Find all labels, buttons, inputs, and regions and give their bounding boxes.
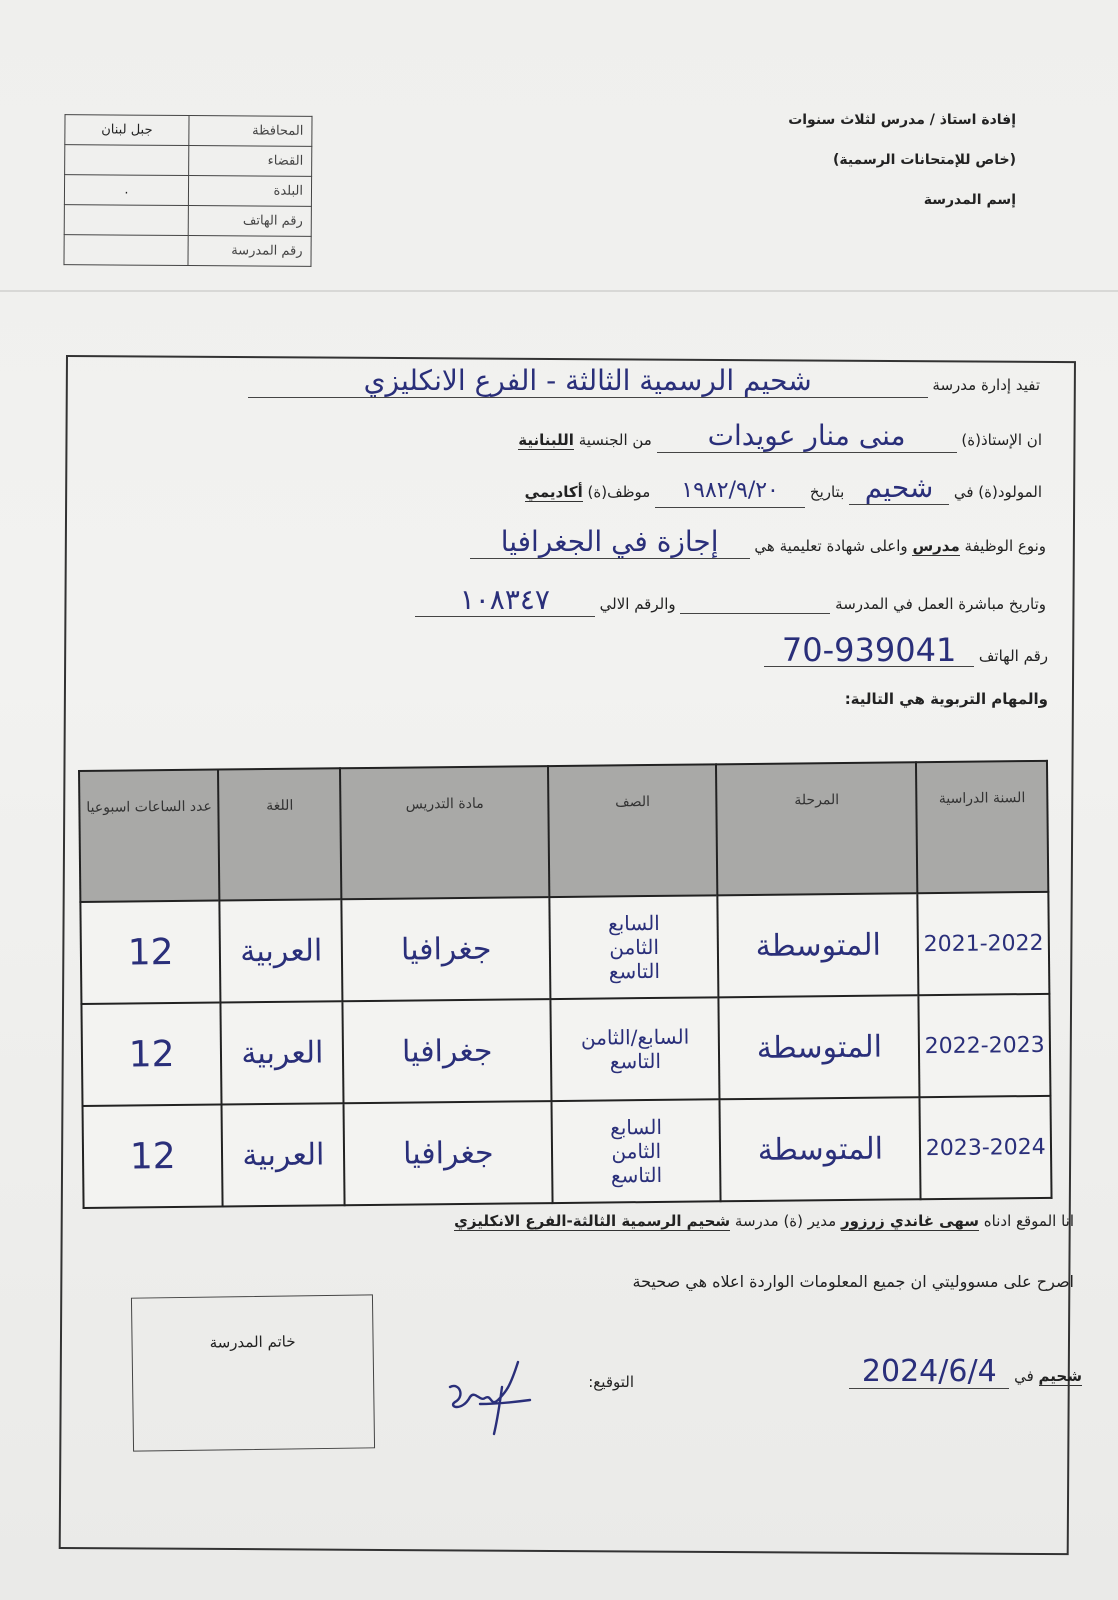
hours-handwritten: 12: [128, 1033, 175, 1075]
job-value: مدرس: [912, 537, 960, 555]
info-value: جبل لبنان: [65, 115, 189, 146]
class-handwritten: التاسع: [608, 958, 661, 984]
document-title: إفادة استاذ / مدرس لثلاث سنوات: [788, 112, 1016, 128]
year-handwritten: 2023-2024: [925, 1134, 1046, 1161]
school-handwritten: شحيم الرسمية الثالثة - الفرع الانكليزي: [363, 364, 812, 397]
cell-subject: [344, 1101, 553, 1205]
info-value: [64, 235, 188, 266]
table-row: [83, 1096, 1052, 1208]
col-header-hours: عدد الساعات اسبوعيا: [79, 770, 220, 902]
info-row: [64, 205, 311, 237]
col-header-language: اللغة: [218, 768, 341, 900]
col-header-class: الصف: [548, 764, 718, 897]
footer-place: شحيم: [1038, 1367, 1082, 1385]
cell-class: [551, 997, 720, 1101]
duties-heading: والمهام التربوية هي التالية:: [844, 690, 1048, 708]
auto-number-handwritten: ١٠٨٣٤٧: [459, 583, 550, 616]
stage-handwritten: المتوسطة: [757, 1131, 884, 1168]
info-label: رقم الهاتف: [188, 206, 311, 237]
cell-stage: [718, 893, 919, 997]
director-signature: [440, 1352, 540, 1442]
teacher-name-handwritten: منى منار عويدات: [707, 419, 906, 452]
start-line: [415, 584, 1046, 617]
phone-label: رقم الهاتف: [978, 647, 1048, 665]
teacher-line: [518, 420, 1042, 453]
cell-language: [222, 1103, 345, 1206]
cert-handwritten: إجازة في الجغرافيا: [500, 525, 719, 558]
language-handwritten: العربية: [240, 932, 323, 969]
info-label: رقم المدرسة: [188, 236, 311, 267]
teacher-label: ان الإستاذ(ة): [961, 431, 1042, 449]
job-label: ونوع الوظيفة: [964, 537, 1046, 555]
declaration-line: [454, 1212, 1074, 1231]
class-handwritten: الثامن: [611, 1138, 662, 1164]
declaration-statement: اصرح على مسووليتي ان جميع المعلومات الواردة اعلاه هي صحيحة: [632, 1272, 1074, 1291]
info-value: [64, 205, 188, 236]
cell-language: [221, 1001, 344, 1104]
info-row: [65, 115, 312, 147]
subject-handwritten: جغرافيا: [400, 931, 492, 968]
table-row: [81, 994, 1050, 1106]
info-value: .: [64, 175, 188, 206]
language-handwritten: العربية: [242, 1136, 325, 1173]
start-label: وتاريخ مباشرة العمل في المدرسة: [835, 595, 1046, 613]
footer-date-handwritten: 2024/6/4: [861, 1354, 997, 1389]
location-info-table: [63, 114, 312, 267]
cell-stage: [719, 995, 920, 1099]
stage-handwritten: المتوسطة: [756, 1029, 883, 1066]
year-handwritten: 2022-2023: [924, 1032, 1045, 1059]
phone-line: [764, 631, 1048, 669]
hours-handwritten: 12: [129, 1135, 176, 1177]
info-label: البلدة: [188, 176, 311, 207]
place-date-line: [849, 1356, 1082, 1389]
cell-language: [220, 899, 343, 1002]
birth-date-handwritten: ١٩٨٢/٩/٢٠: [681, 478, 779, 503]
info-row: [64, 235, 311, 267]
school-line: [248, 365, 1040, 398]
class-handwritten: السابع: [610, 1114, 663, 1140]
cell-subject: [342, 897, 551, 1001]
nationality-label: من الجنسية: [578, 431, 652, 449]
school-stamp-box: [131, 1294, 375, 1451]
signature-label: التوقيع:: [588, 1373, 634, 1391]
table-header-row: [79, 761, 1048, 902]
col-header-subject: مادة التدريس: [340, 766, 549, 899]
cell-year: [920, 1096, 1052, 1199]
class-handwritten: التاسع: [609, 1048, 662, 1074]
stamp-label: خاتم المدرسة: [209, 1332, 296, 1352]
cell-stage: [720, 1097, 921, 1201]
employee-value: أكاديمي: [524, 483, 583, 501]
auto-number-label: والرقم الالي: [599, 595, 676, 613]
declaration-school: شحيم الرسمية الثالثة-الفرع الانكليزي: [454, 1212, 731, 1230]
school-name-label: إسم المدرسة: [923, 192, 1016, 208]
class-handwritten: الثامن: [609, 934, 660, 960]
cell-class: [550, 895, 719, 999]
duties-line: [845, 690, 1048, 708]
date-label: بتاريخ: [809, 483, 845, 501]
cell-hours: [83, 1105, 223, 1208]
table-row: [80, 892, 1049, 1004]
class-handwritten: التاسع: [610, 1162, 663, 1188]
hours-handwritten: 12: [127, 931, 174, 973]
document-subtitle: (خاص للإمتحانات الرسمية): [832, 152, 1016, 168]
class-handwritten: السابع: [607, 910, 660, 936]
cell-class: [552, 1099, 721, 1203]
employee-label: موظف(ة): [587, 483, 651, 501]
born-place-handwritten: شحيم: [864, 471, 934, 504]
phone-handwritten: 70-939041: [781, 631, 957, 669]
info-value: [65, 145, 189, 176]
info-label: القضاء: [189, 146, 312, 177]
col-header-year: السنة الدراسية: [916, 761, 1048, 893]
subject-handwritten: جغرافيا: [402, 1135, 494, 1172]
footer-in-label: في: [1014, 1367, 1034, 1385]
year-handwritten: 2021-2022: [923, 930, 1044, 957]
info-row: [65, 145, 312, 177]
info-row: [64, 175, 311, 207]
cell-hours: [80, 901, 220, 1004]
info-label: المحافظة: [189, 116, 312, 147]
school-intro: تفيد إدارة مدرسة: [932, 376, 1040, 394]
cert-label: واعلى شهادة تعليمية هي: [754, 537, 908, 555]
class-handwritten: السابع/الثامن: [580, 1024, 690, 1050]
birth-line: [525, 472, 1042, 508]
duties-table: [78, 760, 1053, 1209]
stage-handwritten: المتوسطة: [755, 927, 882, 964]
paper-fold: [0, 290, 1118, 292]
col-header-stage: المرحلة: [716, 762, 917, 895]
cell-subject: [343, 999, 552, 1103]
job-line: [470, 526, 1046, 559]
cell-year: [918, 892, 1050, 995]
declaration-intro: انا الموقع ادناه: [983, 1212, 1074, 1230]
cell-year: [919, 994, 1051, 1097]
nationality-value: اللبنانية: [518, 431, 574, 449]
director-role: مدير (ة) مدرسة: [734, 1212, 837, 1230]
cell-hours: [81, 1003, 221, 1106]
subject-handwritten: جغرافيا: [401, 1033, 493, 1070]
born-label: المولود(ة) في: [953, 483, 1042, 501]
language-handwritten: العربية: [241, 1034, 324, 1071]
director-name: سهى غاندي زرزور: [840, 1212, 979, 1230]
